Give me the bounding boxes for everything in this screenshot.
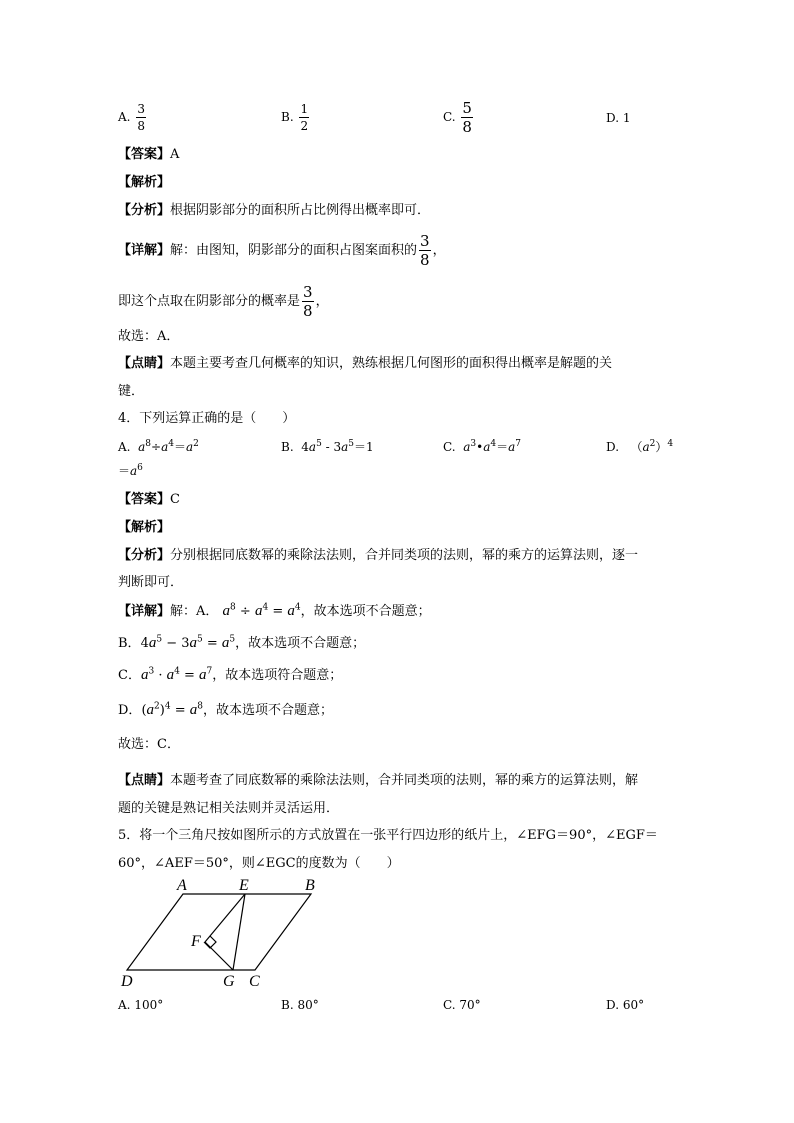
parallelogram-abcd (127, 894, 311, 970)
xiangjie-label: 【详解】 (118, 243, 171, 258)
fraction (461, 99, 473, 136)
q4-fenxi (118, 547, 638, 565)
segment-fg (205, 942, 233, 970)
option-letter: C. (443, 440, 456, 454)
fenxi-label: 【分析】 (118, 203, 171, 218)
xiangjie-text-end: ，故本选项符合题意； (212, 668, 343, 683)
label-b: B (305, 877, 315, 894)
analysis-label: 【解析】 (118, 520, 171, 535)
q3-analysis-label (118, 174, 170, 192)
parallelogram-figure (115, 876, 335, 991)
q5-option-b (281, 996, 319, 1014)
fenxi-label: 【分析】 (118, 548, 171, 563)
xiangjie-label: 【详解】 (118, 604, 171, 619)
option-letter: D. (606, 998, 620, 1012)
dianjing-text-cont: 键． (118, 384, 145, 399)
q3-option-a (118, 101, 148, 134)
q4-xiangjie-b (118, 634, 365, 653)
q4-stem (118, 410, 295, 428)
q4-xiangjie-a (118, 602, 431, 621)
q4-option-c (443, 438, 521, 456)
dianjing-label: 【点睛】 (118, 773, 171, 788)
fraction (299, 101, 309, 134)
label-a: A (177, 877, 187, 894)
dianjing-text: 本题考查了同底数幂的乘除法法则，合并同类项的法则，幂的乘方的运算法则，解 (170, 773, 639, 788)
q4-option-a (118, 438, 199, 456)
option-value: 60° (622, 998, 645, 1012)
fenxi-text: 根据阴影部分的面积所占比例得出概率即可． (170, 203, 431, 218)
denominator: 8 (303, 302, 313, 320)
analysis-label: 【解析】 (118, 175, 171, 190)
xiangjie-text-end: ，故本选项不合题意； (235, 636, 366, 651)
question-stem: 5．将一个三角尺按如图所示的方式放置在一张平行四边形的纸片上，∠EFG＝90°，∠EGF＝ (118, 828, 658, 843)
guxuan-text: 故选：A． (118, 329, 180, 344)
numerator: 5 (462, 99, 472, 117)
numerator: 1 (300, 102, 309, 116)
label-d: D (121, 973, 133, 990)
label-c: C (249, 973, 260, 990)
fenxi-text: 分别根据同底数幂的乘除法法则，合并同类项的法则，幂的乘方的运算法则，逐一 (170, 548, 639, 563)
denominator: 2 (300, 119, 309, 133)
xiangjie-text: B． (118, 636, 141, 651)
q4-option-d (606, 438, 673, 456)
option-letter: D. (606, 440, 620, 454)
option-expr: $=a^6$ (118, 463, 143, 478)
q5-stem (118, 827, 658, 845)
dianjing-label: 【点睛】 (118, 356, 171, 371)
q5-option-d (606, 996, 644, 1014)
denominator: 8 (420, 251, 430, 269)
option-letter: B. (281, 440, 294, 454)
q3-xiangjie (118, 232, 446, 269)
option-expr: $4a^5 - 3a^5=1$ (297, 439, 374, 454)
q4-guxuan (118, 736, 180, 754)
math-expr: $a^8 \div a^4 = a^4$ (222, 602, 301, 619)
dianjing-text-cont: 题的关键是熟记相关法则并灵活运用． (118, 801, 340, 816)
fraction (136, 101, 146, 134)
label-e: E (239, 877, 249, 894)
option-value: 70° (459, 998, 481, 1012)
q4-option-b (281, 438, 374, 456)
xiangjie-text-end: ， (432, 243, 446, 258)
line-text-end: ， (315, 294, 329, 309)
numerator: 3 (303, 283, 313, 301)
math-expr: $(a^2)^4 = a^8$ (141, 701, 203, 718)
xiangjie-text: 解：A． (170, 604, 219, 619)
question-stem: 4．下列运算正确的是（ ） (118, 411, 296, 426)
answer-value: A (170, 147, 180, 162)
dianjing-text: 本题主要考查几何概率的知识，熟练根据几何图形的面积得出概率是解题的关 (170, 356, 613, 371)
q3-dianjing-cont (118, 383, 144, 401)
q3-dianjing (118, 355, 612, 373)
math-expr: $a^3 \cdot a^4 = a^7$ (140, 666, 213, 683)
option-letter: D. (606, 111, 620, 125)
fenxi-text-cont: 判断即可． (118, 575, 184, 590)
label-f: F (191, 933, 201, 950)
q3-option-d (606, 109, 630, 127)
option-expr: $a^8\div a^4=a^2$ (138, 439, 199, 454)
option-letter: C. (443, 110, 456, 124)
xiangjie-text-end: ，故本选项不合题意； (202, 703, 333, 718)
answer-value: C (170, 492, 180, 507)
fraction (302, 283, 314, 320)
xiangjie-text: C． (118, 668, 141, 683)
q3-option-b (281, 101, 311, 134)
denominator: 8 (137, 119, 145, 133)
xiangjie-text-end: ，故本选项不合题意； (300, 604, 431, 619)
option-letter: A. (118, 998, 131, 1012)
option-letter: B. (281, 998, 294, 1012)
q3-answer (118, 146, 179, 164)
option-expr: $a^3•a^4=a^7$ (463, 439, 521, 454)
q4-dianjing (118, 772, 638, 790)
option-letter: C. (443, 998, 456, 1012)
q5-option-c (443, 996, 481, 1014)
option-value: 100° (134, 998, 164, 1012)
option-letter: A. (118, 110, 131, 124)
guxuan-text: 故选：C． (118, 737, 180, 752)
q4-xiangjie-c (118, 666, 342, 685)
q4-xiangjie-d (118, 701, 333, 720)
option-expr: $(a^2)^4$ (622, 439, 674, 454)
numerator: 3 (420, 232, 430, 250)
denominator: 8 (462, 118, 472, 136)
xiangjie-text: D． (118, 703, 142, 718)
label-g: G (223, 973, 235, 990)
q4-answer (118, 491, 180, 509)
xiangjie-text: 解：由图知，阴影部分的面积占图案面积的 (170, 243, 418, 258)
q3-guxuan (118, 328, 179, 346)
q3-option-c (443, 99, 475, 136)
fraction (419, 232, 431, 269)
q4-option-d-cont (118, 462, 143, 480)
q4-fenxi-cont (118, 574, 183, 592)
option-value: 80° (297, 998, 319, 1012)
numerator: 3 (137, 102, 145, 116)
q4-analysis-label (118, 519, 170, 537)
q3-fenxi (118, 202, 430, 220)
option-value: 1 (622, 111, 631, 125)
q3-line2 (118, 283, 329, 320)
q5-stem-cont (118, 855, 400, 873)
q5-option-a (118, 996, 163, 1014)
q4-dianjing-cont (118, 800, 339, 818)
line-text: 即这个点取在阴影部分的概率是 (118, 294, 301, 309)
option-letter: B. (281, 110, 294, 124)
answer-label: 【答案】 (118, 492, 171, 507)
question-stem-cont: 60°，∠AEF＝50°，则∠EGC的度数为（ ） (118, 856, 400, 871)
answer-label: 【答案】 (118, 147, 171, 162)
math-expr: $4a^5 - 3a^5 = a^5$ (140, 634, 236, 651)
option-letter: A. (118, 440, 131, 454)
